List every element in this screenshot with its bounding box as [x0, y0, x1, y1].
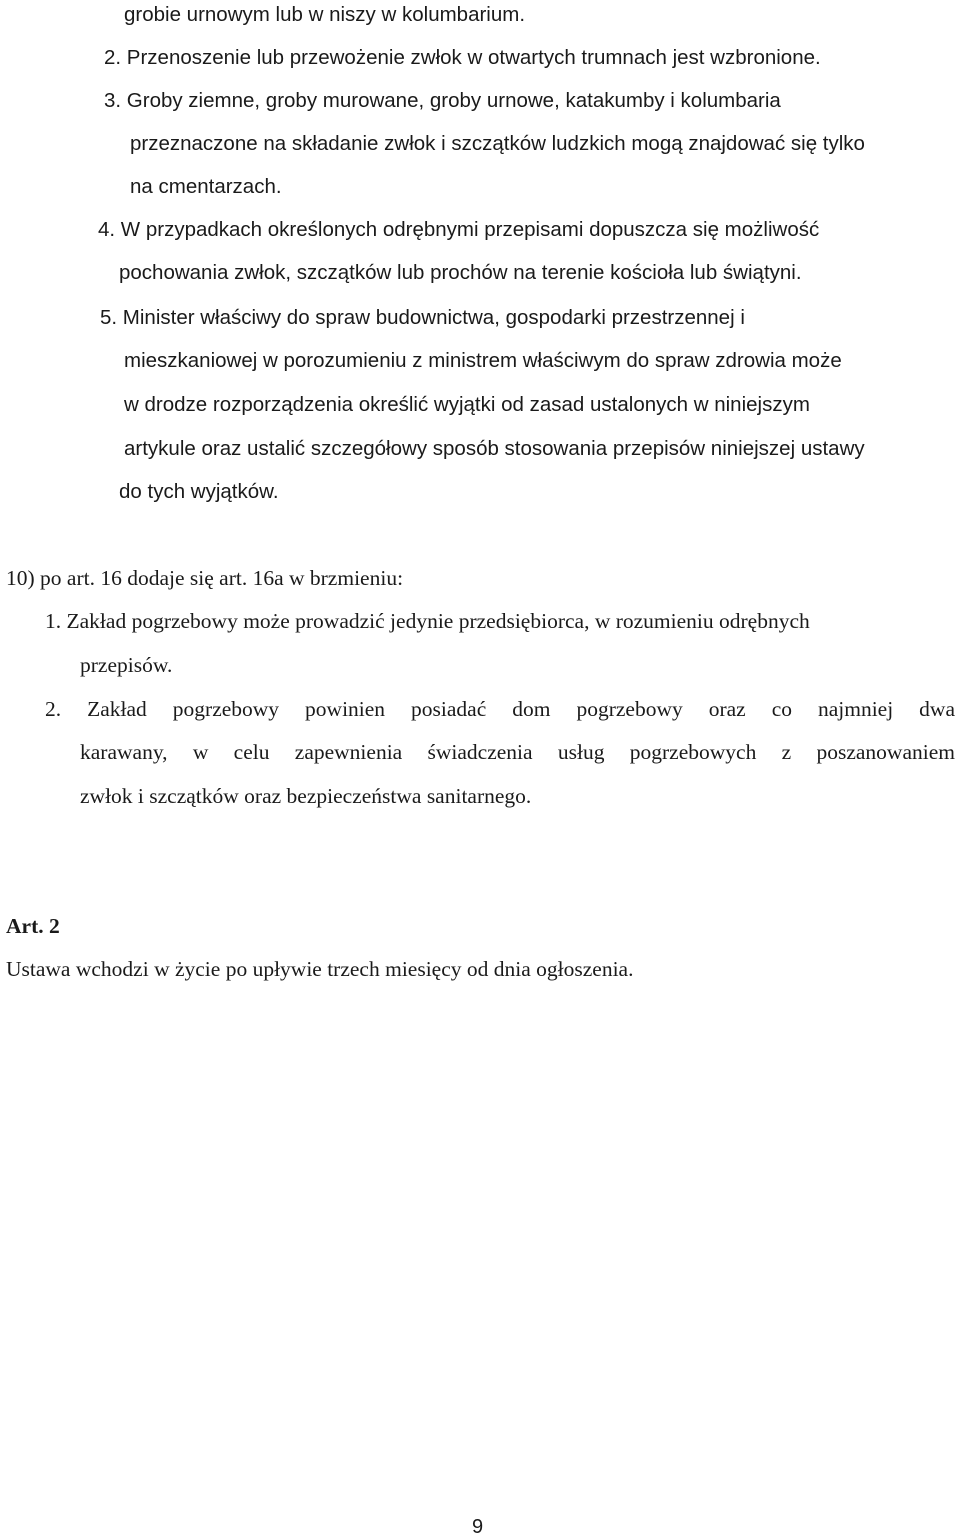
list-item: 5. Minister właściwy do spraw budownictwa, gospodarki przestrzennej i [100, 306, 745, 329]
list-item: 4. W przypadkach określonych odrębnymi przepisami dopuszcza się możliwość [98, 218, 820, 241]
amendment-header: 10) po art. 16 dodaje się art. 16a w brzmieniu: [6, 566, 404, 590]
text-line: grobie urnowym lub w niszy w kolumbarium. [124, 3, 526, 26]
text-line: zwłok i szczątków oraz bezpieczeństwa sanitarnego. [80, 784, 532, 808]
list-item: 2. Zakład pogrzebowy powinien posiadać dom pogrzebowy oraz co najmniej dwa [45, 697, 955, 721]
list-item: 2. Przenoszenie lub przewożenie zwłok w otwartych trumnach jest wzbronione. [104, 46, 821, 69]
text-line: artykule oraz ustalić szczegółowy sposób stosowania przepisów niniejszej ustawy [124, 437, 865, 460]
text-line: w drodze rozporządzenia określić wyjątki od zasad ustalonych w niniejszym [124, 393, 810, 416]
text-line: pochowania zwłok, szczątków lub prochów na terenie kościoła lub świątyni. [119, 261, 802, 284]
text-line: do tych wyjątków. [119, 480, 279, 503]
page-number: 9 [472, 1516, 484, 1538]
text-line: karawany, w celu zapewnienia świadczenia usług pogrzebowych z poszanowaniem [80, 740, 955, 764]
text-line: przeznaczone na składanie zwłok i szczątków ludzkich mogą znajdować się tylko [130, 132, 865, 155]
text-line: przepisów. [80, 653, 173, 677]
article-text: Ustawa wchodzi w życie po upływie trzech miesięcy od dnia ogłoszenia. [6, 957, 634, 981]
list-item: 3. Groby ziemne, groby murowane, groby urnowe, katakumby i kolumbaria [104, 89, 781, 112]
list-item: 1. Zakład pogrzebowy może prowadzić jedynie przedsiębiorca, w rozumieniu odrębnych [45, 609, 810, 633]
text-line: mieszkaniowej w porozumieniu z ministrem właściwym do spraw zdrowia może [124, 349, 842, 372]
article-heading: Art. 2 [6, 914, 60, 938]
text-line: na cmentarzach. [130, 175, 282, 198]
